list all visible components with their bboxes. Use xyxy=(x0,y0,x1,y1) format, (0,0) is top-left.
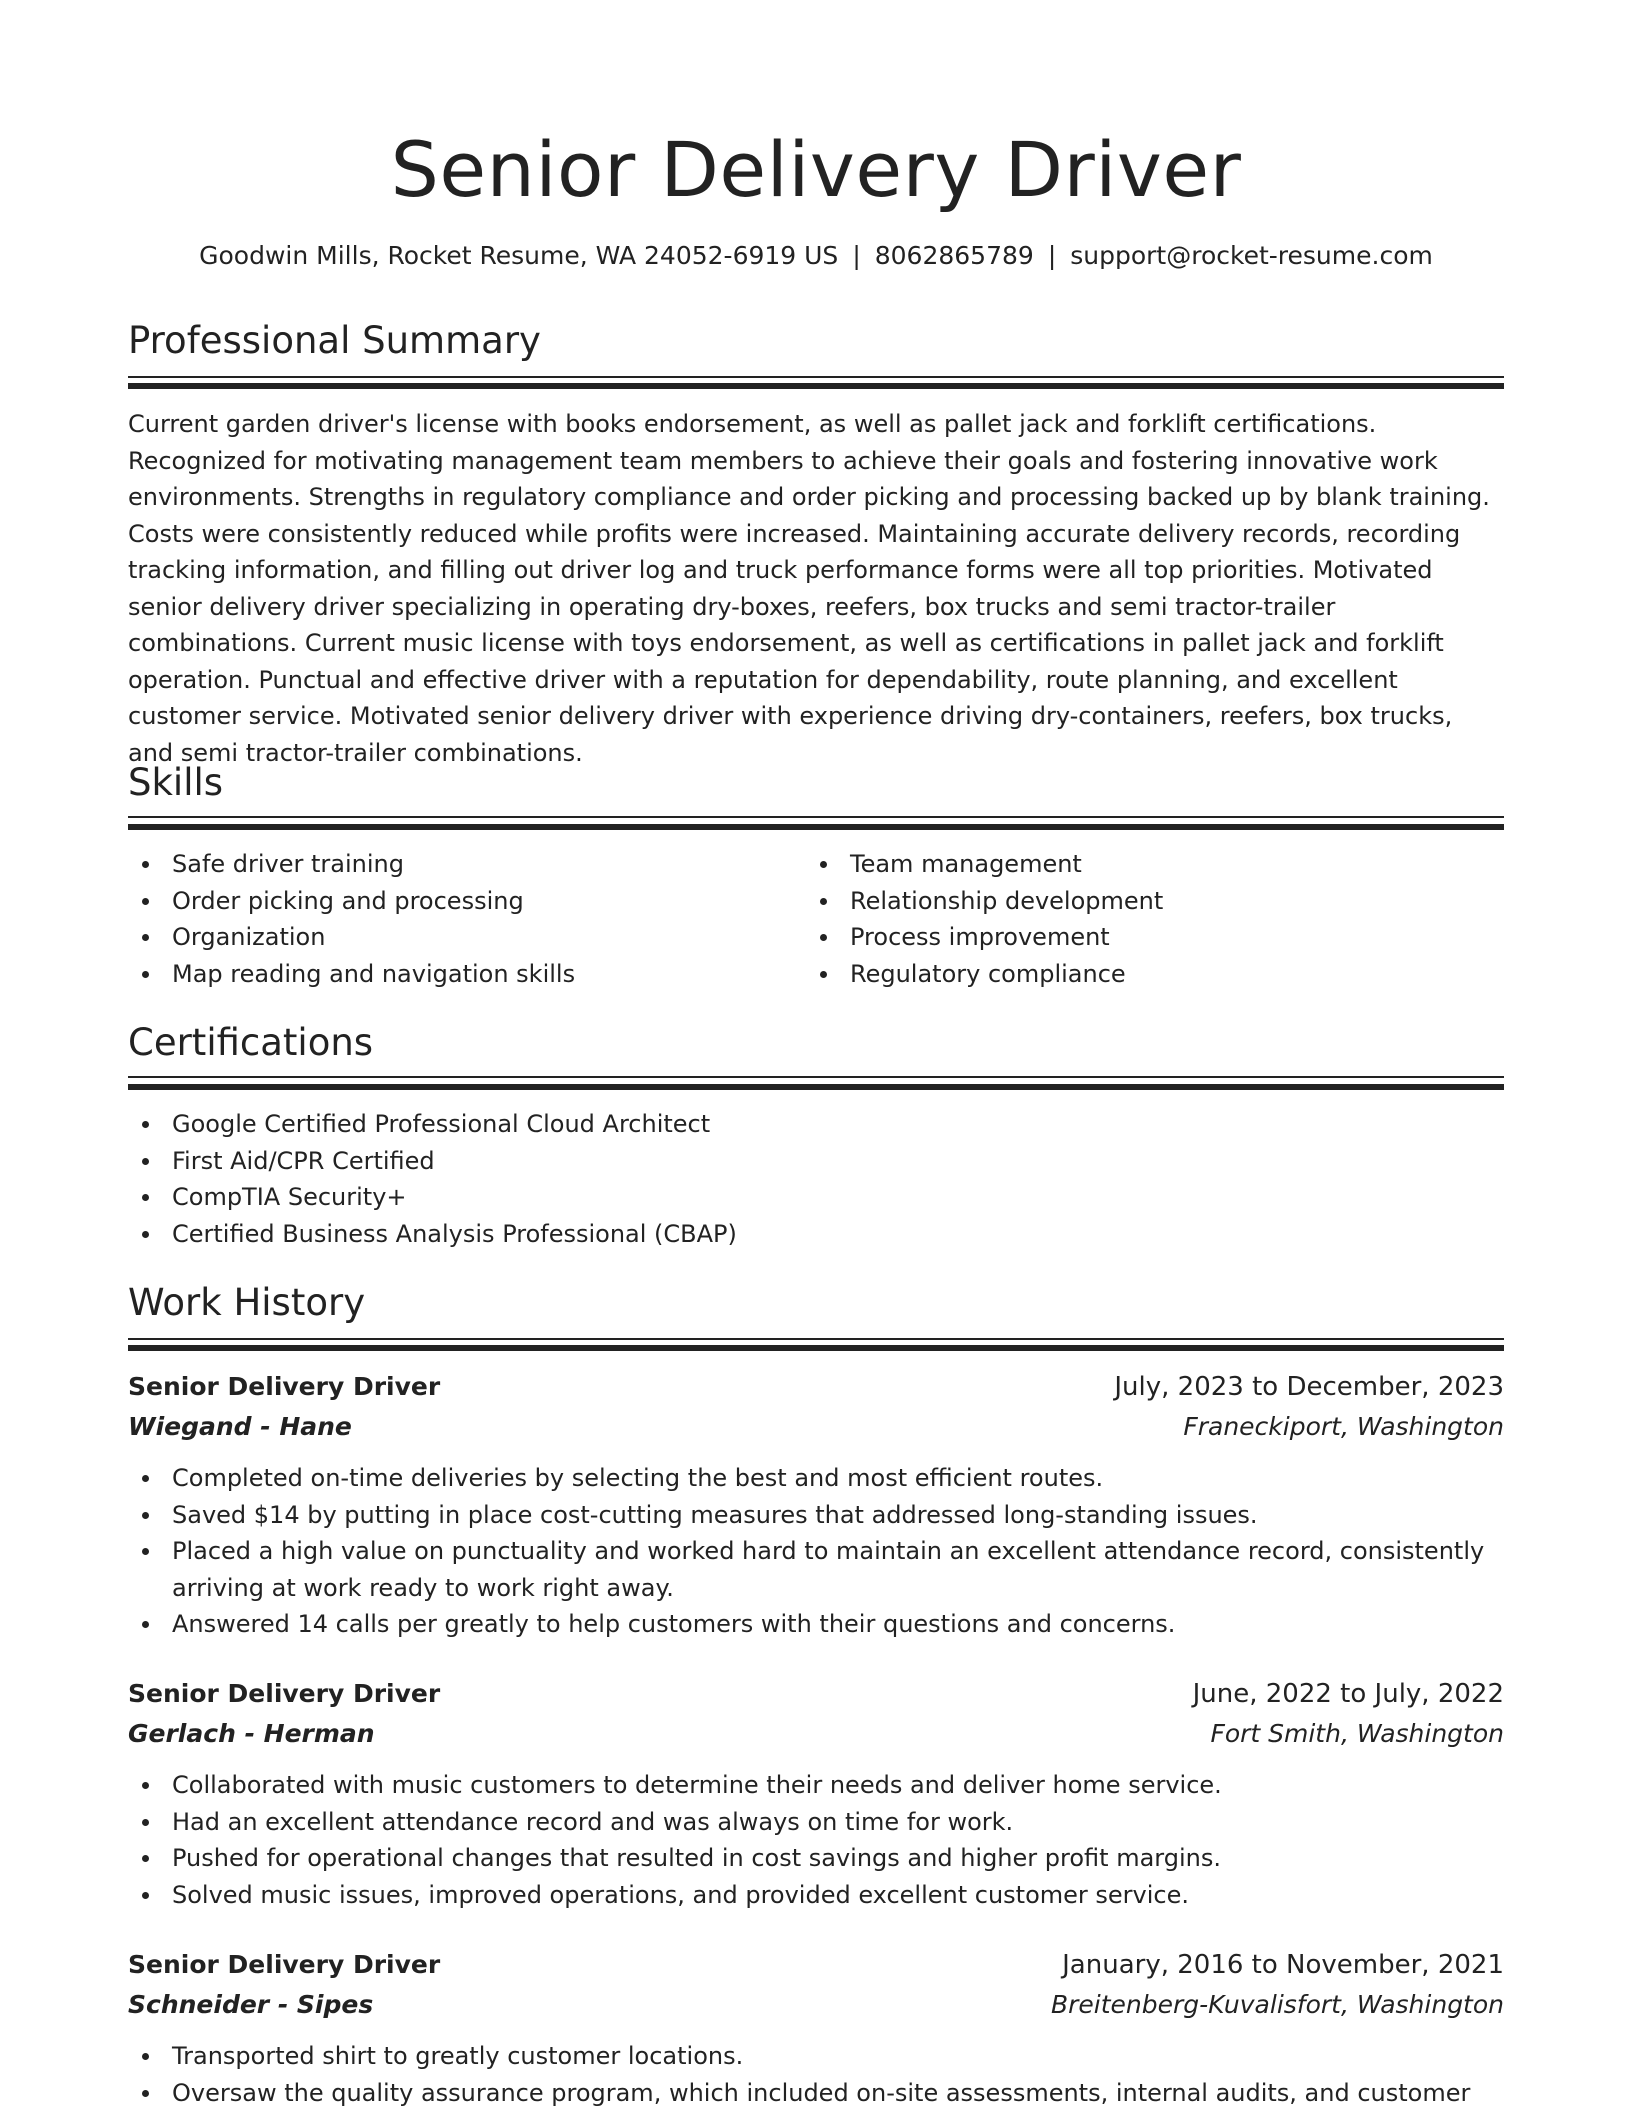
job-entry xyxy=(128,1674,1504,1913)
contact-email: support@rocket-resume.com xyxy=(1070,241,1433,270)
skill-item: Team management xyxy=(806,846,1466,883)
contact-line xyxy=(128,238,1504,274)
job-company-row xyxy=(128,1985,1504,2025)
skills-heading: Skills xyxy=(128,761,224,804)
work-history-heading: Work History xyxy=(128,1281,366,1324)
job-bullets xyxy=(128,1767,1504,1913)
skills-section-header xyxy=(128,758,1504,808)
job-location: Breitenberg-Kuvalisfort, Washington xyxy=(1050,1990,1504,2019)
contact-phone: 8062865789 xyxy=(874,241,1034,270)
skills-list-right xyxy=(806,846,1466,992)
section-divider xyxy=(128,1076,1504,1078)
summary-section-header xyxy=(128,316,1504,366)
skill-item: Map reading and navigation skills xyxy=(128,956,788,993)
resume-title: Senior Delivery Driver xyxy=(390,125,1242,214)
skill-item: Order picking and processing xyxy=(128,883,788,920)
job-title: Senior Delivery Driver xyxy=(128,1950,441,1979)
summary-text: Current garden driver's license with books endorsement, as well as pallet jack and forklift certifications. Recognized for motivating management team members to achieve their goals and fostering innovative work environments. Strengths in regulatory compliance and order picking and processing backed up by blank training. Costs were consistently reduced while profits were increased. Maintaining accurate delivery records, recording tracking information, and filling out driver log and truck performance forms were all top priorities. Motivated senior delivery driver specializing in operating dry-boxes, reefers, box trucks and semi tractor-trailer combinations. Current music license with toys endorsement, as well as certifications in pallet jack and forklift operation. Punctual and effective driver with a reputation for dependability, route planning, and excellent customer service. Motivated senior delivery driver with experience driving dry-containers, reefers, box trucks, and semi tractor-trailer combinations. xyxy=(128,410,1490,767)
job-dates: June, 2022 to July, 2022 xyxy=(1192,1679,1504,1709)
contact-separator: | xyxy=(1047,241,1057,270)
section-divider xyxy=(128,383,1504,389)
job-company: Gerlach - Herman xyxy=(128,1719,375,1748)
job-company: Wiegand - Hane xyxy=(128,1412,352,1441)
job-bullet: Placed a high value on punctuality and worked hard to maintain an excellent attendance record, consistently arriving at work ready to work right away. xyxy=(128,1533,1504,1606)
certification-item: First Aid/CPR Certified xyxy=(128,1143,1504,1180)
job-bullet: Pushed for operational changes that resulted in cost savings and higher profit margins. xyxy=(128,1840,1504,1877)
contact-address: Goodwin Mills, Rocket Resume, WA 24052-6919 US xyxy=(199,241,839,270)
job-location: Franeckiport, Washington xyxy=(1183,1412,1504,1441)
job-bullet: Oversaw the quality assurance program, which included on-site assessments, internal audits, and customer xyxy=(128,2075,1504,2112)
work-history-section-header xyxy=(128,1278,1504,1328)
job-bullets xyxy=(128,1460,1504,1643)
job-bullets xyxy=(128,2038,1504,2111)
skill-item: Organization xyxy=(128,919,788,956)
job-entry xyxy=(128,1945,1504,2111)
job-bullet: Completed on-time deliveries by selecting the best and most efficient routes. xyxy=(128,1460,1504,1497)
job-dates: January, 2016 to November, 2021 xyxy=(1062,1950,1504,1980)
job-bullet: Solved music issues, improved operations, and provided excellent customer service. xyxy=(128,1877,1504,1914)
skill-item: Process improvement xyxy=(806,919,1466,956)
job-bullet: Transported shirt to greatly customer locations. xyxy=(128,2038,1504,2075)
job-company-row xyxy=(128,1407,1504,1447)
certification-item: CompTIA Security+ xyxy=(128,1179,1504,1216)
job-header-row xyxy=(128,1945,1504,1985)
certification-item: Google Certified Professional Cloud Architect xyxy=(128,1106,1504,1143)
summary-heading: Professional Summary xyxy=(128,319,541,362)
certifications-heading: Certifications xyxy=(128,1021,374,1064)
job-dates: July, 2023 to December, 2023 xyxy=(1114,1372,1504,1402)
contact-separator: | xyxy=(852,241,861,270)
certifications-section-header xyxy=(128,1018,1504,1068)
section-divider xyxy=(128,376,1504,378)
section-divider xyxy=(128,1084,1504,1090)
job-entry xyxy=(128,1367,1504,1643)
job-title: Senior Delivery Driver xyxy=(128,1679,441,1708)
job-header-row xyxy=(128,1674,1504,1714)
section-divider xyxy=(128,824,1504,830)
skills-list-left xyxy=(128,846,788,992)
job-bullet: Collaborated with music customers to determine their needs and deliver home service. xyxy=(128,1767,1504,1804)
job-location: Fort Smith, Washington xyxy=(1210,1719,1504,1748)
skill-item: Safe driver training xyxy=(128,846,788,883)
job-company-row xyxy=(128,1714,1504,1754)
certifications-list xyxy=(128,1106,1504,1252)
job-header-row xyxy=(128,1367,1504,1407)
section-divider xyxy=(128,1345,1504,1351)
job-bullet: Answered 14 calls per greatly to help customers with their questions and concerns. xyxy=(128,1606,1504,1643)
section-divider xyxy=(128,816,1504,818)
job-title: Senior Delivery Driver xyxy=(128,1372,441,1401)
skill-item: Relationship development xyxy=(806,883,1466,920)
job-bullet: Saved $14 by putting in place cost-cutting measures that addressed long-standing issues. xyxy=(128,1497,1504,1534)
job-company: Schneider - Sipes xyxy=(128,1990,374,2019)
certification-item: Certified Business Analysis Professional (CBAP) xyxy=(128,1216,1504,1253)
job-bullet: Had an excellent attendance record and was always on time for work. xyxy=(128,1804,1504,1841)
section-divider xyxy=(128,1338,1504,1340)
skill-item: Regulatory compliance xyxy=(806,956,1466,993)
